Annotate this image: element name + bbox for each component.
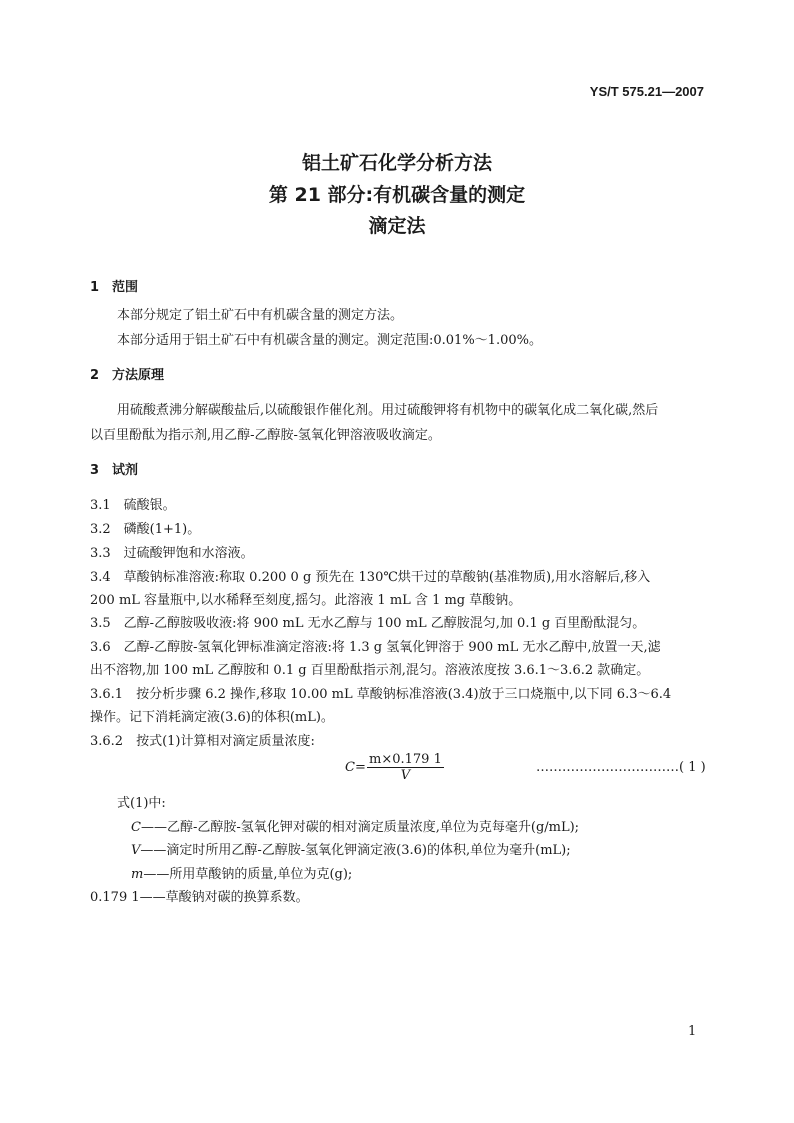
legend-m-symbol: m	[131, 867, 144, 882]
formula-number: ( 1 )	[679, 760, 706, 775]
reagent-3-2: 3.2 磷酸(1+1)。	[90, 522, 201, 537]
legend-c-symbol: C	[131, 820, 141, 835]
legend-v-symbol: V	[131, 843, 141, 858]
section-heading-scope: 1 范围	[90, 280, 139, 295]
reagent-3-6-2: 3.6.2 按式(1)计算相对滴定质量浓度:	[90, 734, 315, 749]
reagent-3-4-line-1: 3.4 草酸钠标准溶液:称取 0.200 0 g 预先在 130℃烘干过的草酸钠(基准物质),用水溶解后,移入	[90, 570, 651, 585]
document-subtitle: 第 21 部分:有机碳含量的测定	[268, 184, 526, 206]
reagent-3-5: 3.5 乙醇-乙醇胺吸收液:将 900 mL 无水乙醇与 100 mL 乙醇胺混匀,加 0.1 g 百里酚酞混匀。	[90, 616, 646, 631]
legend-coefficient: 0.179 1——草酸钠对碳的换算系数。	[90, 890, 309, 905]
reagent-3-3: 3.3 过硫酸钾饱和水溶液。	[90, 546, 254, 561]
legend-v-text: ——滴定时所用乙醇-乙醇胺-氢氧化钾滴定液(3.6)的体积,单位为毫升(mL);	[140, 843, 571, 858]
page-number: 1	[688, 1024, 697, 1039]
formula-numerator: m×0.179 1	[369, 752, 442, 767]
scope-paragraph-1: 本部分规定了铝土矿石中有机碳含量的测定方法。	[117, 308, 404, 323]
reagent-3-6-1-line-1: 3.6.1 按分析步骤 6.2 操作,移取 10.00 mL 草酸钠标准溶液(3.4)放于三口烧瓶中,以下同 6.3～6.4	[90, 687, 672, 702]
principle-line-2: 以百里酚酞为指示剂,用乙醇-乙醇胺-氢氧化钾溶液吸收滴定。	[90, 428, 441, 443]
legend-m-text: ——所用草酸钠的质量,单位为克(g);	[143, 867, 353, 882]
formula-denominator: V	[400, 768, 411, 783]
principle-line-1: 用硫酸煮沸分解碳酸盐后,以硫酸银作催化剂。用过硫酸钾将有机物中的碳氧化成二氧化碳,然后	[117, 403, 659, 418]
formula-leader-dots: ……………………………	[536, 760, 679, 775]
section-heading-reagents: 3 试剂	[90, 463, 139, 478]
reagent-3-6-line-2: 出不溶物,加 100 mL 乙醇胺和 0.1 g 百里酚酞指示剂,混匀。溶液浓度按 3.6.1～3.6.2 款确定。	[90, 663, 650, 678]
reagent-3-6-line-1: 3.6 乙醇-乙醇胺-氢氧化钾标准滴定溶液:将 1.3 g 氢氧化钾溶于 900 mL 无水乙醇中,放置一天,滤	[90, 640, 661, 655]
reagent-3-4-line-2: 200 mL 容量瓶中,以水稀释至刻度,摇匀。此溶液 1 mL 含 1 mg 草酸钠。	[90, 593, 522, 608]
formula-lhs: C=	[345, 760, 366, 775]
document-title: 铝土矿石化学分析方法	[301, 152, 492, 174]
legend-c-text: ——乙醇-乙醇胺-氢氧化钾对碳的相对滴定质量浓度,单位为克每毫升(g/mL);	[140, 820, 580, 835]
legend-m	[131, 863, 352, 882]
standard-number: YS/T 575.21—2007	[589, 84, 704, 99]
legend-c	[131, 816, 579, 835]
formula-leader	[536, 760, 706, 775]
reagent-3-6-1-line-2: 操作。记下消耗滴定液(3.6)的体积(mL)。	[90, 710, 334, 725]
scope-paragraph-2: 本部分适用于铝土矿石中有机碳含量的测定。测定范围:0.01%～1.00%。	[117, 333, 542, 348]
legend-intro: 式(1)中:	[117, 796, 166, 811]
formula-fraction	[367, 752, 444, 783]
reagent-3-1: 3.1 硫酸银。	[90, 498, 176, 513]
section-heading-principle: 2 方法原理	[90, 368, 165, 383]
document-method: 滴定法	[368, 215, 426, 237]
legend-v	[131, 839, 571, 858]
